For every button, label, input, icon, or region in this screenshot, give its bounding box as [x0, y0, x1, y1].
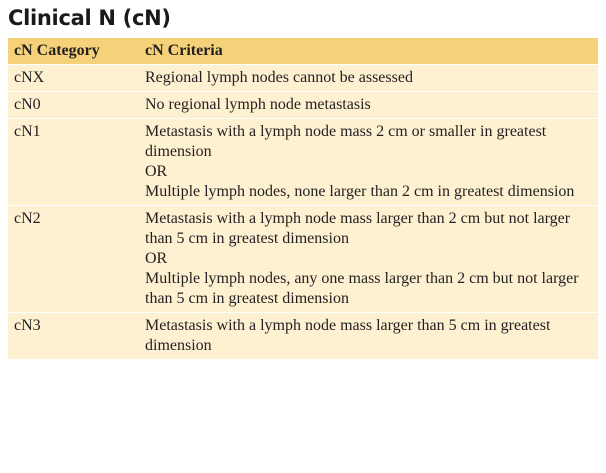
- category-cell: cN3: [8, 313, 139, 360]
- page-title: Clinical N (cN): [8, 6, 171, 30]
- header-row: [8, 38, 598, 65]
- table-row: [8, 65, 598, 92]
- criteria-or: OR: [145, 163, 168, 180]
- criteria-cell: [139, 92, 598, 119]
- criteria-or: OR: [145, 250, 168, 267]
- category-cell: cN1: [8, 119, 139, 206]
- header-cn-criteria: cN Criteria: [139, 38, 598, 65]
- table-row: [8, 313, 598, 360]
- header-cn-category: cN Category: [8, 38, 139, 65]
- table-row: [8, 119, 598, 206]
- criteria-text: Multiple lymph nodes, none larger than 2 cm in greatest dimension: [145, 183, 575, 200]
- table-header: [8, 38, 598, 65]
- criteria-text: Regional lymph nodes cannot be assessed: [145, 69, 413, 86]
- criteria-text: Metastasis with a lymph node mass 2 cm or smaller in greatest dimension: [145, 123, 547, 160]
- criteria-text: Metastasis with a lymph node mass larger than 2 cm but not larger than 5 cm in greatest dimension: [145, 210, 571, 247]
- table-row: [8, 92, 598, 119]
- criteria-text: Metastasis with a lymph node mass larger than 5 cm in greatest dimension: [145, 317, 551, 354]
- criteria-cell: [139, 206, 598, 313]
- category-cell: cN2: [8, 206, 139, 313]
- criteria-cell: [139, 119, 598, 206]
- table-body: [8, 65, 598, 360]
- criteria-cell: [139, 313, 598, 360]
- table-row: [8, 206, 598, 313]
- cn-staging-table: [8, 38, 598, 359]
- criteria-text: No regional lymph node metastasis: [145, 96, 371, 113]
- criteria-text: Multiple lymph nodes, any one mass larger than 2 cm but not larger than 5 cm in greatest dimension: [145, 270, 579, 307]
- category-cell: cNX: [8, 65, 139, 92]
- criteria-cell: [139, 65, 598, 92]
- category-cell: cN0: [8, 92, 139, 119]
